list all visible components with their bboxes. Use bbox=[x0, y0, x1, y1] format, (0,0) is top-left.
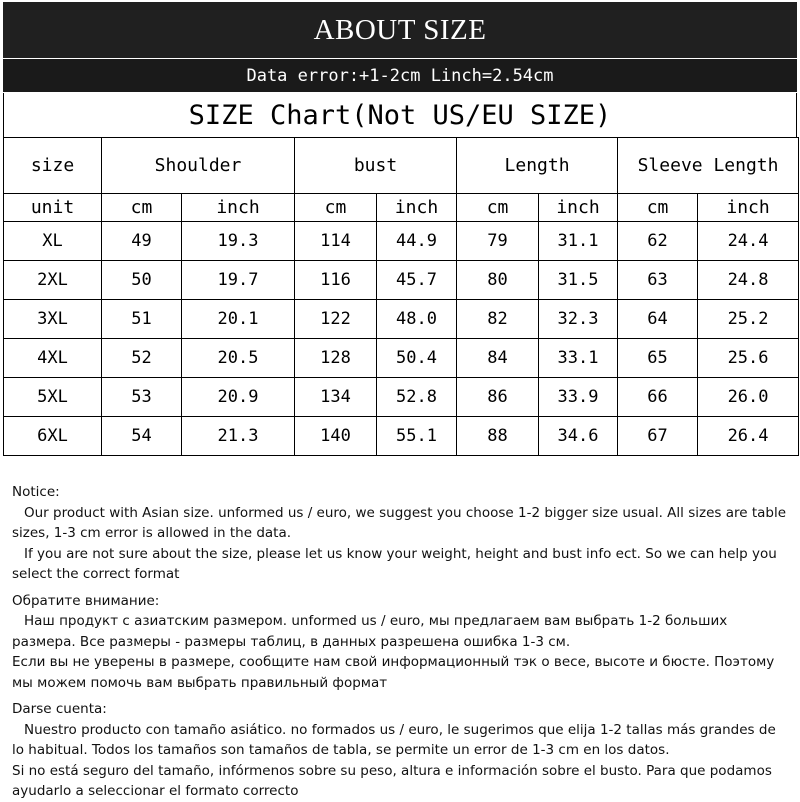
data-error-note: Data error:+1-2cm Linch=2.54cm bbox=[3, 59, 797, 92]
notice-text-en-1: Our product with Asian size. unformed us / euro, we suggest you choose 1-2 bigger size usual. All sizes are table sizes, 1-3 cm error is allowed in the data. bbox=[12, 504, 787, 541]
table-cell: 53 bbox=[102, 378, 182, 417]
table-cell: 19.3 bbox=[182, 222, 295, 261]
table-cell: 128 bbox=[295, 339, 377, 378]
table-cell: 31.1 bbox=[539, 222, 618, 261]
table-cell: 44.9 bbox=[377, 222, 457, 261]
table-cell: 31.5 bbox=[539, 261, 618, 300]
notice-text-es-2: Si no está seguro del tamaño, infórmenos sobre su peso, altura e información sobre el busto. Para que podamos ayudarlo a seleccionar el formato correcto bbox=[12, 762, 772, 799]
table-cell: 33.9 bbox=[539, 378, 618, 417]
table-cell: 25.2 bbox=[698, 300, 799, 339]
unit-cell: cm bbox=[457, 194, 539, 222]
table-cell: 20.1 bbox=[182, 300, 295, 339]
table-cell: 140 bbox=[295, 417, 377, 456]
header-shoulder: Shoulder bbox=[102, 138, 295, 194]
table-cell: 54 bbox=[102, 417, 182, 456]
table-cell: 50 bbox=[102, 261, 182, 300]
table-cell: 67 bbox=[618, 417, 698, 456]
unit-cell: inch bbox=[698, 194, 799, 222]
table-cell: 26.4 bbox=[698, 417, 799, 456]
notes-section bbox=[12, 482, 792, 802]
unit-cell: inch bbox=[182, 194, 295, 222]
unit-cell: cm bbox=[618, 194, 698, 222]
size-label-cell: 2XL bbox=[4, 261, 102, 300]
table-cell: 21.3 bbox=[182, 417, 295, 456]
table-cell: 62 bbox=[618, 222, 698, 261]
table-cell: 20.9 bbox=[182, 378, 295, 417]
unit-cell: cm bbox=[102, 194, 182, 222]
table-cell: 86 bbox=[457, 378, 539, 417]
table-cell: 84 bbox=[457, 339, 539, 378]
table-cell: 64 bbox=[618, 300, 698, 339]
size-label-cell: XL bbox=[4, 222, 102, 261]
table-row bbox=[4, 417, 799, 456]
notice-text-ru-1: Наш продукт с азиатским размером. unformed us / euro, мы предлагаем вам выбрать 1-2 больших размера. Все размеры - размеры таблиц, в данных разрешена ошибка 1-3 см. bbox=[12, 613, 728, 650]
table-unit-row bbox=[4, 194, 799, 222]
table-cell: 79 bbox=[457, 222, 539, 261]
table-row bbox=[4, 378, 799, 417]
notice-heading-es: Darse cuenta: bbox=[12, 701, 107, 717]
table-cell: 25.6 bbox=[698, 339, 799, 378]
notice-text-en-2: If you are not sure about the size, please let us know your weight, height and bust info ect. So we can help you select the correct format bbox=[12, 545, 777, 582]
size-label-cell: 6XL bbox=[4, 417, 102, 456]
table-cell: 134 bbox=[295, 378, 377, 417]
size-label-cell: 3XL bbox=[4, 300, 102, 339]
table-cell: 50.4 bbox=[377, 339, 457, 378]
page-title: ABOUT SIZE bbox=[3, 2, 797, 58]
table-cell: 52.8 bbox=[377, 378, 457, 417]
table-cell: 19.7 bbox=[182, 261, 295, 300]
notice-text-ru-2: Если вы не уверены в размере, сообщите нам свой информационный тэк о весе, высоте и бюсте. Поэтому мы можем помочь вам выбрать правильный формат bbox=[12, 654, 775, 691]
notice-heading-ru: Обратите внимание: bbox=[12, 592, 160, 609]
table-cell: 45.7 bbox=[377, 261, 457, 300]
table-row bbox=[4, 261, 799, 300]
table-row bbox=[4, 222, 799, 261]
notice-heading-en: Notice: bbox=[12, 484, 60, 500]
table-cell: 65 bbox=[618, 339, 698, 378]
table-cell: 24.8 bbox=[698, 261, 799, 300]
header-size: size bbox=[4, 138, 102, 194]
size-chart-title: SIZE Chart(Not US/EU SIZE) bbox=[3, 93, 797, 137]
table-cell: 122 bbox=[295, 300, 377, 339]
table-cell: 48.0 bbox=[377, 300, 457, 339]
table-cell: 32.3 bbox=[539, 300, 618, 339]
table-cell: 26.0 bbox=[698, 378, 799, 417]
header-bust: bust bbox=[295, 138, 457, 194]
table-cell: 51 bbox=[102, 300, 182, 339]
table-cell: 80 bbox=[457, 261, 539, 300]
table-cell: 24.4 bbox=[698, 222, 799, 261]
notice-text-es-1: Nuestro producto con tamaño asiático. no formados us / euro, le sugerimos que elija 1-2 tallas más grandes de lo habitual. Todos los tamaños son tamaños de tabla, se permite un error de 1-3 cm en los datos. bbox=[12, 721, 776, 758]
table-cell: 66 bbox=[618, 378, 698, 417]
size-table bbox=[3, 137, 799, 456]
size-label-cell: 4XL bbox=[4, 339, 102, 378]
unit-cell: cm bbox=[295, 194, 377, 222]
header-sleeve-length: Sleeve Length bbox=[618, 138, 799, 194]
table-cell: 116 bbox=[295, 261, 377, 300]
table-cell: 33.1 bbox=[539, 339, 618, 378]
table-cell: 82 bbox=[457, 300, 539, 339]
table-row bbox=[4, 339, 799, 378]
table-cell: 49 bbox=[102, 222, 182, 261]
table-cell: 52 bbox=[102, 339, 182, 378]
table-cell: 55.1 bbox=[377, 417, 457, 456]
table-cell: 63 bbox=[618, 261, 698, 300]
table-cell: 114 bbox=[295, 222, 377, 261]
table-header-row bbox=[4, 138, 799, 194]
size-label-cell: 5XL bbox=[4, 378, 102, 417]
table-cell: 20.5 bbox=[182, 339, 295, 378]
table-cell: 34.6 bbox=[539, 417, 618, 456]
unit-cell: inch bbox=[539, 194, 618, 222]
unit-cell: unit bbox=[4, 194, 102, 222]
header-length: Length bbox=[457, 138, 618, 194]
table-cell: 88 bbox=[457, 417, 539, 456]
table-row bbox=[4, 300, 799, 339]
unit-cell: inch bbox=[377, 194, 457, 222]
